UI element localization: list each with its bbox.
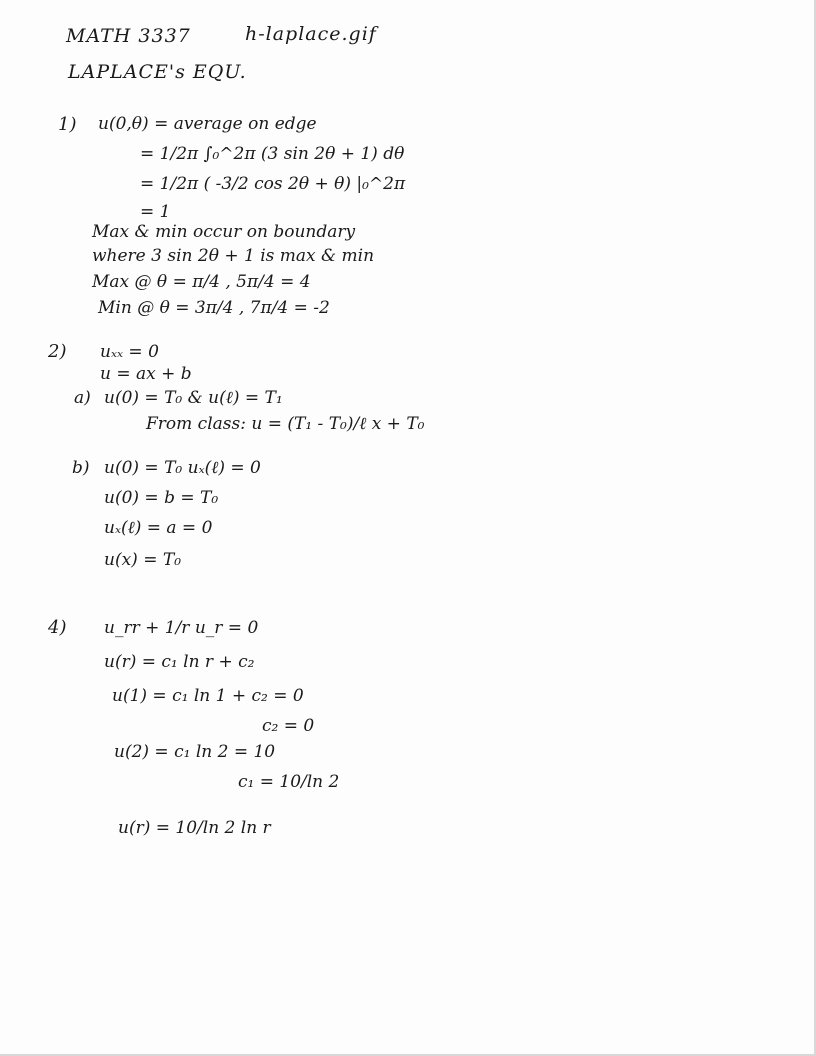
page-subtitle: LAPLACE's EQU. bbox=[68, 61, 247, 83]
problem-4-line: u_rr + 1/r u_r = 0 bbox=[104, 618, 259, 638]
problem-2b-line: u(x) = T₀ bbox=[104, 550, 182, 570]
problem-2a-line: u(0) = T₀ & u(ℓ) = T₁ bbox=[104, 388, 283, 408]
problem-4-line: c₂ = 0 bbox=[262, 716, 315, 736]
problem-4-line: u(1) = c₁ ln 1 + c₂ = 0 bbox=[112, 686, 304, 706]
problem-1-number: 1) bbox=[58, 114, 77, 135]
problem-1-line: u(0,θ) = average on edge bbox=[98, 114, 317, 134]
problem-2a-line: From class: u = (T₁ - T₀)/ℓ x + T₀ bbox=[146, 414, 425, 434]
problem-1-line: Max & min occur on boundary bbox=[92, 222, 356, 242]
problem-4-number: 4) bbox=[48, 617, 67, 638]
problem-4-line: u(r) = 10/ln 2 ln r bbox=[118, 818, 271, 838]
problem-1-line: Max @ θ = π/4 , 5π/4 = 4 bbox=[92, 272, 311, 292]
problem-2b-line: u(0) = b = T₀ bbox=[104, 488, 219, 508]
problem-1-line: where 3 sin 2θ + 1 is max & min bbox=[92, 246, 375, 266]
course-title: MATH 3337 bbox=[66, 25, 191, 47]
problem-2-line: uₓₓ = 0 bbox=[100, 342, 159, 362]
problem-2-line: u = ax + b bbox=[100, 364, 192, 384]
problem-1-line: Min @ θ = 3π/4 , 7π/4 = -2 bbox=[98, 298, 330, 318]
problem-2b-label: b) bbox=[72, 458, 90, 478]
problem-1-line: = 1/2π ∫₀^2π (3 sin 2θ + 1) dθ bbox=[140, 144, 405, 164]
problem-2b-line: u(0) = T₀ uₓ(ℓ) = 0 bbox=[104, 458, 261, 478]
problem-2a-label: a) bbox=[74, 388, 91, 408]
file-name: h-laplace.gif bbox=[245, 23, 377, 45]
problem-4-line: c₁ = 10/ln 2 bbox=[238, 772, 340, 792]
problem-4-line: u(2) = c₁ ln 2 = 10 bbox=[114, 742, 276, 762]
problem-4-line: u(r) = c₁ ln r + c₂ bbox=[104, 652, 255, 672]
problem-2-number: 2) bbox=[48, 341, 67, 362]
problem-1-line: = 1/2π ( -3/2 cos 2θ + θ) |₀^2π bbox=[140, 174, 406, 194]
problem-2b-line: uₓ(ℓ) = a = 0 bbox=[104, 518, 213, 538]
problem-1-line: = 1 bbox=[140, 202, 171, 222]
